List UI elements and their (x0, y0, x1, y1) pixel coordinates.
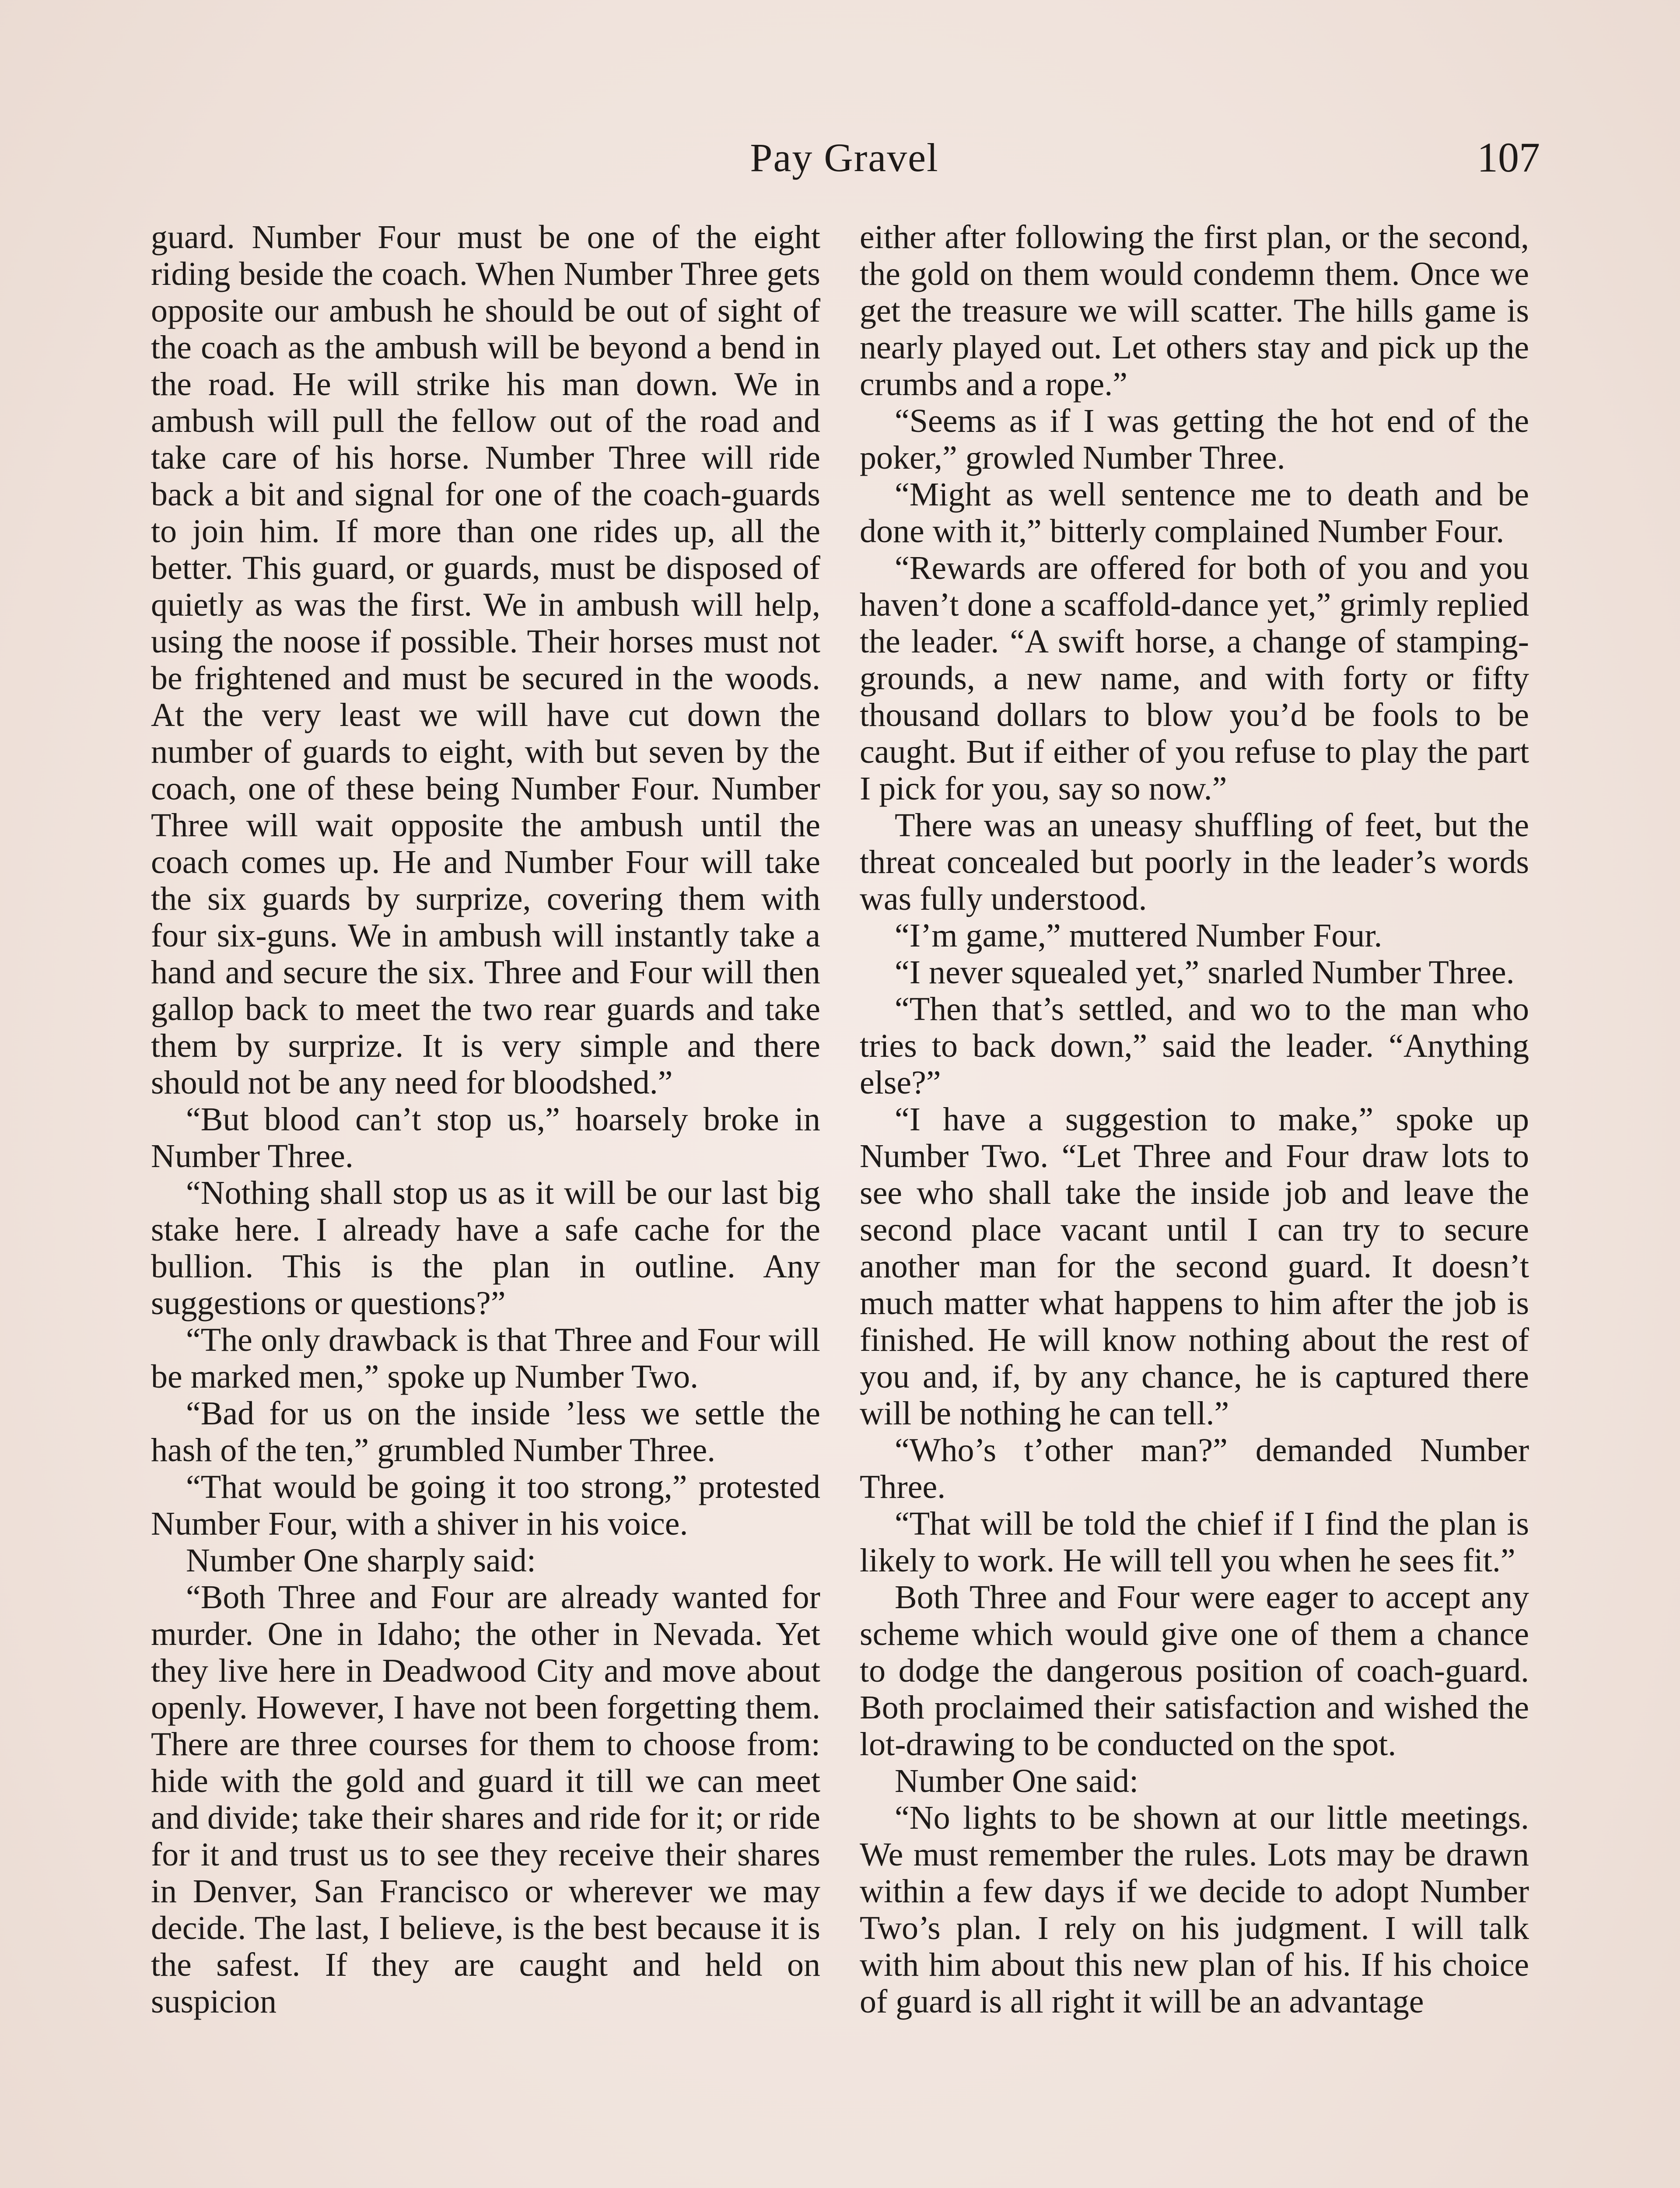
paragraph: “No lights to be shown at our little meetings. We must remember the rules. Lots may be drawn within a few days if we decide to adopt Number Two’s plan. I rely on his judgment. I will talk with him about this new plan of his. If his choice of guard is all right it will be an advantage (860, 1799, 1529, 2020)
paragraph: “I have a suggestion to make,” spoke up Number Two. “Let Three and Four draw lots to see who shall take the inside job and leave the second place vacant until I can try to secure another man for the second guard. It doesn’t much matter what happens to him after the job is finished. He will know nothing about the rest of you and, if, by any chance, he is captured there will be nothing he can tell.” (860, 1101, 1529, 1432)
page-number: 107 (1477, 134, 1540, 181)
paragraph: Number One said: (895, 1763, 1139, 1799)
paragraph: There was an uneasy shuffling of feet, but the threat concealed but poorly in the leader’s words was fully understood. (860, 807, 1529, 917)
paragraph: “Then that’s settled, and wo to the man who tries to back down,” said the leader. “Anything else?” (860, 991, 1529, 1101)
paragraph: “The only drawback is that Three and Four will be marked men,” spoke up Number Two. (151, 1322, 820, 1395)
paragraph: “But blood can’t stop us,” hoarsely broke in Number Three. (151, 1101, 820, 1175)
paragraph: “Might as well sentence me to death and be done with it,” bitterly complained Number Four. (860, 476, 1529, 550)
paragraph: “Bad for us on the inside ’less we settle the hash of the ten,” grumbled Number Three. (151, 1395, 820, 1469)
running-head (149, 127, 1540, 188)
paragraph: “Nothing shall stop us as it will be our last big stake here. I already have a safe cache for the bullion. This is the plan in outline. Any suggestions or questions?” (151, 1175, 820, 1322)
right-text-column (860, 219, 1529, 2020)
paragraph: Number One sharply said: (186, 1542, 536, 1579)
paragraph: “That would be going it too strong,” protested Number Four, with a shiver in his voice. (151, 1469, 820, 1542)
paragraph: Both Three and Four were eager to accept any scheme which would give one of them a chance to dodge the dangerous position of coach-guard. Both proclaimed their satisfaction and wished the lot-drawing to be conducted on the spot. (860, 1579, 1529, 1763)
paragraph: either after following the first plan, or the second, the gold on them would condemn them. Once we get the treasure we will scatter. The hills game is nearly played out. Let others stay and pick up the crumbs and a rope.” (860, 219, 1529, 403)
paragraph: “I’m game,” muttered Number Four. (895, 917, 1382, 954)
paragraph: “I never squealed yet,” snarled Number Three. (895, 954, 1515, 991)
paragraph: “Seems as if I was getting the hot end of the poker,” growled Number Three. (860, 403, 1529, 476)
running-title: Pay Gravel (750, 135, 939, 180)
paragraph: “Both Three and Four are already wanted for murder. One in Idaho; the other in Nevada. Yet they live here in Deadwood City and move about openly. However, I have not been forgetting them. There are three courses for them to choose from: hide with the gold and guard it till we can meet and divide; take their shares and ride for it; or ride for it and trust us to see they receive their shares in Denver, San Francisco or wherever we may decide. The last, I believe, is the best because it is the safest. If they are caught and held on suspicion (151, 1579, 820, 2020)
paragraph: “Rewards are offered for both of you and you haven’t done a scaffold-dance yet,” grimly replied the leader. “A swift horse, a change of stamping-grounds, a new name, and with forty or fifty thousand dollars to blow you’d be fools to be caught. But if either of you refuse to play the part I pick for you, say so now.” (860, 550, 1529, 807)
paragraph: “Who’s t’other man?” demanded Number Three. (860, 1432, 1529, 1505)
paragraph: “That will be told the chief if I find the plan is likely to work. He will tell you when he sees fit.” (860, 1505, 1529, 1579)
left-text-column (151, 219, 820, 2020)
paragraph: guard. Number Four must be one of the eight riding beside the coach. When Number Three gets opposite our ambush he should be out of sight of the coach as the ambush will be beyond a bend in the road. He will strike his man down. We in ambush will pull the fellow out of the road and take care of his horse. Number Three will ride back a bit and signal for one of the coach-guards to join him. If more than one rides up, all the better. This guard, or guards, must be disposed of quietly as was the first. We in ambush will help, using the noose if possible. Their horses must not be frightened and must be secured in the woods. At the very least we will have cut down the number of guards to eight, with but seven by the coach, one of these being Number Four. Number Three will wait opposite the ambush until the coach comes up. He and Number Four will take the six guards by surprize, covering them with four six-guns. We in ambush will instantly take a hand and secure the six. Three and Four will then gallop back to meet the two rear guards and take them by surprize. It is very simple and there should not be any need for bloodshed.” (151, 219, 820, 1101)
